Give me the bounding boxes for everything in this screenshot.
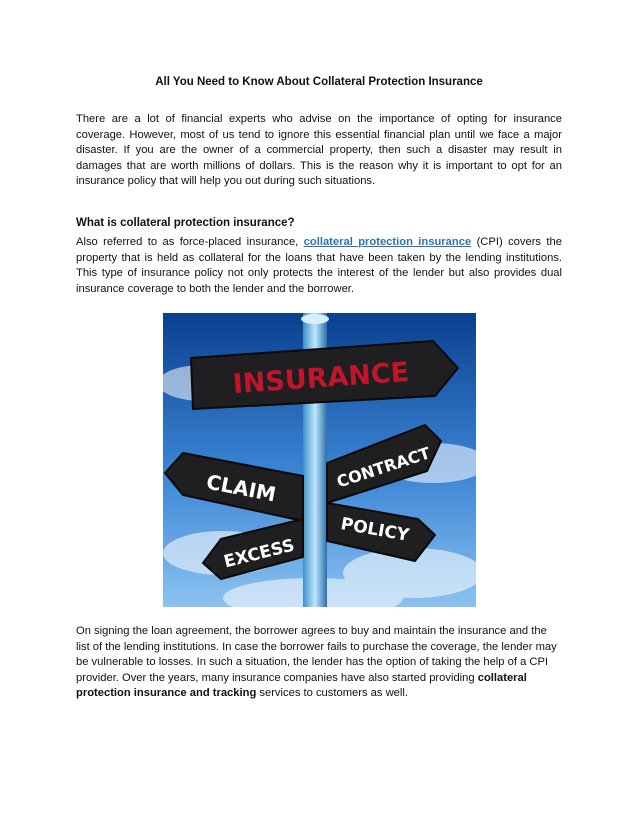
intro-paragraph: There are a lot of financial experts who advise on the importance of opting for insurance coverage. However, most of us tend to ignore this essential financial plan until we face a major disaster. If you are the owner of a commercial property, then such a disaster may result in damages that are worth millions of dollars. This is the reason why it is important to opt for an insurance policy that will help you out during such situations.: [76, 113, 562, 187]
page-title: All You Need to Know About Collateral Protection Insurance: [155, 76, 483, 88]
section-paragraph: [76, 235, 562, 297]
closing-bold-text: collateral protection insurance and tracking: [76, 671, 527, 699]
sign-label-excess: EXCESS: [221, 535, 297, 573]
sign-label-policy: POLICY: [339, 514, 411, 546]
sign-label-insurance: INSURANCE: [231, 356, 411, 401]
sign-label-contract: CONTRACT: [334, 443, 433, 492]
closing-paragraph: [76, 624, 562, 702]
cpi-link[interactable]: collateral protection insurance: [303, 236, 472, 248]
closing-text-end: services to customers as well.: [256, 687, 408, 699]
closing-text: On signing the loan agreement, the borrower agrees to buy and maintain the insurance and the list of the lending institutions. In case the borrower fails to purchase the coverage, the lender may be vulnerable to losses. In such a situation, the lender has the option of taking the help of a CPI provider. Over the years, many insurance companies have also started providing: [76, 625, 557, 684]
section-heading: What is collateral protection insurance?: [76, 217, 295, 229]
section-text-start: Also referred to as force-placed insurance,: [76, 236, 304, 248]
sign-label-claim: CLAIM: [204, 469, 278, 507]
insurance-signpost-image: [163, 313, 476, 607]
section-text-end: (CPI) covers the property that is held as collateral for the loans that have been taken by the lending institutions. This type of insurance policy not only protects the interest of the lender but also provides dual insurance coverage to both the lender and the borrower.: [76, 236, 562, 295]
